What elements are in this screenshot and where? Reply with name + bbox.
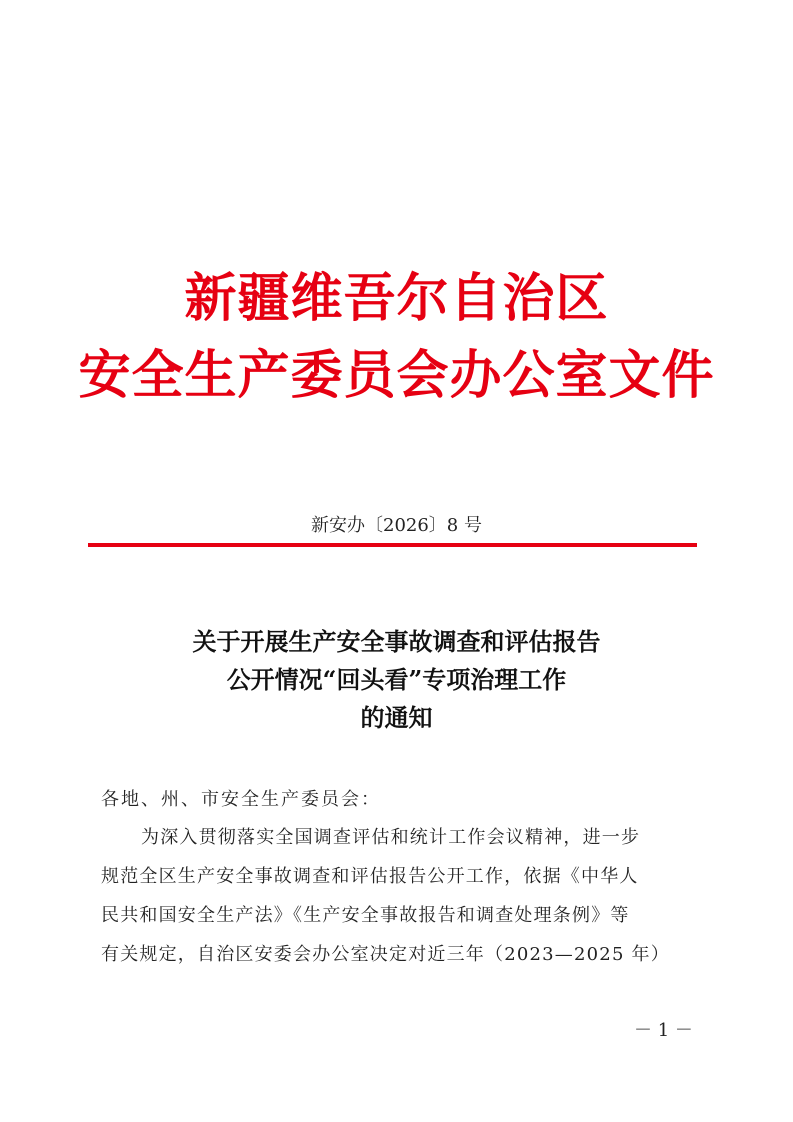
issuing-authority-title-line2: 安全生产委员会办公室文件: [78, 346, 715, 406]
issuing-authority-title-line1: 新疆维吾尔自治区: [184, 269, 609, 329]
notice-title-line2: 公开情况“回头看”专项治理工作: [226, 665, 567, 694]
body-text-line: 为深入贯彻落实全国调查评估和统计工作会议精神，进一步: [141, 827, 641, 848]
body-text-line: 民共和国安全生产法》《生产安全事故报告和调查处理条例》等: [101, 905, 630, 926]
salutation: 各地、州、市安全生产委员会：: [101, 789, 381, 810]
red-divider-line: [88, 543, 697, 547]
body-text-line: 有关规定，自治区安委会办公室决定对近三年（2023—2025 年）: [101, 944, 670, 965]
notice-title-line1: 关于开展生产安全事故调查和评估报告: [192, 627, 601, 656]
notice-title-line3: 的通知: [360, 703, 433, 732]
page-number: － 1 －: [634, 1020, 693, 1041]
document-number: 新安办〔2026〕8 号: [311, 515, 482, 536]
body-text-line: 规范全区生产安全事故调查和评估报告公开工作，依据《中华人: [101, 866, 639, 887]
